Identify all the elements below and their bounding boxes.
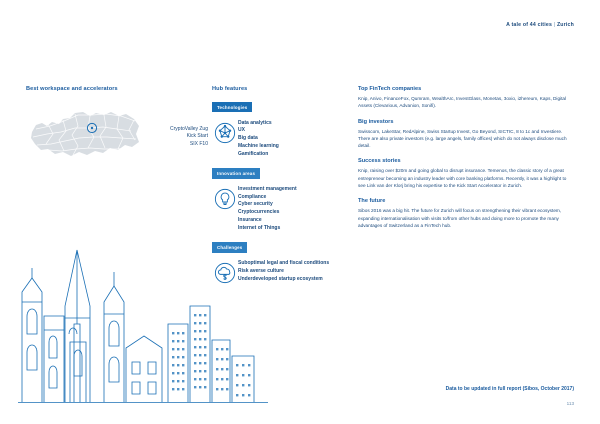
- list-item: Data analytics: [238, 119, 272, 126]
- list-item: Cryptocurrencies: [238, 209, 280, 216]
- callout-line: SIX F10: [189, 140, 208, 147]
- list-item: Suboptimal legal and fiscal conditions: [238, 260, 330, 267]
- right-column: [358, 86, 574, 238]
- swiss-map-illustration: [26, 104, 208, 166]
- map-callout-text: [156, 126, 208, 148]
- footer-note: Data to be updated in full report (Sibos, October 2017): [445, 386, 574, 392]
- middle-column: [212, 86, 342, 284]
- tag-technologies: Technologies: [212, 102, 252, 112]
- header-title: A tale of 44 cities: [506, 22, 553, 28]
- block-heading: The future: [358, 198, 386, 205]
- tag-challenges: Challenges: [212, 242, 247, 252]
- block-heading: Top FinTech companies: [358, 86, 422, 92]
- list-item: Big data: [238, 135, 258, 142]
- left-column: [26, 86, 206, 166]
- list-item: UX: [238, 127, 245, 134]
- callout-line: CryptoValley Zug: [170, 126, 208, 132]
- list-item: Underdeveloped startup ecosystem: [238, 275, 323, 282]
- list-item: Insurance: [238, 216, 262, 223]
- block-body: Swisscom, LakeStar, RedAlpine, Swiss Startup Invest, Go Beyond, SICTIC, 8 to 1c and Investiere. There are also private investors (e.g. large angels, family offices) which do not always disclose much detail.: [358, 128, 567, 149]
- block-the-future: [358, 198, 574, 229]
- lightbulb-icon: [214, 188, 236, 210]
- header-city: Zurich: [556, 22, 574, 28]
- callout-line: Kick Start: [186, 133, 208, 140]
- block-big-investors: [358, 119, 574, 150]
- list-item: Machine learning: [238, 142, 279, 149]
- tag-innovation-areas: Innovation areas: [212, 168, 260, 178]
- section-technologies: [212, 120, 342, 159]
- left-column-title: Best workspace and accelerators: [26, 86, 118, 92]
- network-nodes-icon: [214, 122, 236, 144]
- challenges-list: [238, 260, 329, 283]
- block-body: Knip, Anivo, FinanceFox, Qumram, WealthArc, InvestGlass, Monetas, 3oxio, i2hereum, Kaps, Digital Assets (Clevarious, Advanion, Sonifi).: [358, 96, 567, 109]
- block-body: Sibos 2016 was a big hit. The future for Zurich will focus on strengthening their vibrant ecosystem, expanding internationalisation with visits to/from other hubs and doing more to promote the many advantages of Switzerland as a FinTech hub.: [358, 208, 562, 228]
- block-top-fintech-companies: [358, 86, 574, 110]
- list-item: Investment management: [238, 185, 297, 192]
- section-innovation-areas: [212, 186, 342, 233]
- list-item: Gamification: [238, 150, 269, 157]
- list-item: Cyber security: [238, 201, 273, 208]
- block-success-stories: [358, 158, 574, 189]
- technologies-icon-box: [212, 120, 238, 144]
- block-heading: Big investors: [358, 118, 394, 125]
- header-separator: |: [553, 22, 556, 28]
- challenges-icon-box: [212, 260, 238, 284]
- hub-features-title: Hub features: [212, 86, 248, 92]
- block-body: Knip, raising over $20m and going global to disrupt insurance. Temenos, the classic story of a great entrepreneur becoming an industry leader with core banking platforms. Recently, it was a highlight to see Link van der Klorj bring his expertise to the Kick Start Accelerator in Zurich.: [358, 168, 567, 188]
- technologies-list: [238, 120, 279, 159]
- block-heading: Success stories: [358, 158, 401, 165]
- innovation-areas-list: [238, 186, 297, 233]
- innovation-icon-box: [212, 186, 238, 210]
- list-item: Internet of Things: [238, 224, 281, 231]
- page-header: [506, 22, 574, 28]
- section-challenges: [212, 260, 342, 284]
- cloud-dollar-icon: [214, 262, 236, 284]
- list-item: Risk averse culture: [238, 267, 284, 274]
- page-number: 113: [566, 401, 574, 406]
- list-item: Compliance: [238, 193, 267, 200]
- swiss-map-icon: [26, 104, 146, 166]
